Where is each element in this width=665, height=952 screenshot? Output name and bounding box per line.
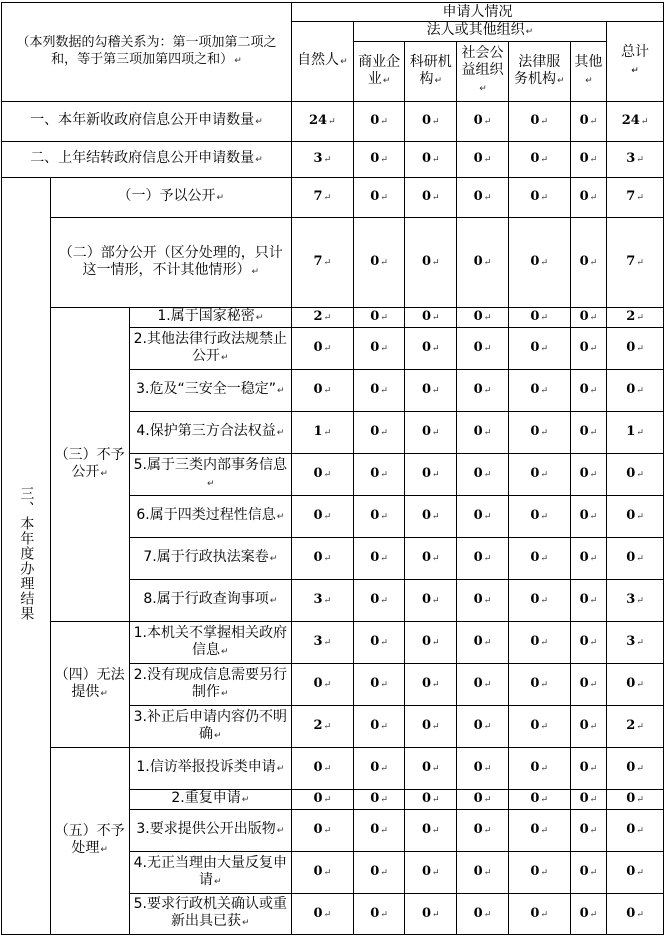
value-cell-natural-person: 3 ↵ bbox=[291, 580, 353, 622]
value-cell-legal-service: 0 ↵ bbox=[508, 454, 570, 496]
value-cell-total: 24 ↵ bbox=[607, 102, 664, 142]
value-cell-legal-service: 0 ↵ bbox=[508, 308, 570, 328]
business-enterprise-header: 商业企业 ↵ bbox=[353, 42, 405, 102]
value-cell-public-welfare: 0 ↵ bbox=[457, 580, 509, 622]
value-cell-legal-service: 0 ↵ bbox=[508, 370, 570, 412]
value-cell-other: 0 ↵ bbox=[570, 412, 606, 454]
value-cell-public-welfare: 0 ↵ bbox=[457, 664, 509, 706]
value-cell-other: 0 ↵ bbox=[570, 810, 606, 852]
item-label: 2.其他法律行政法规禁止公开 ↵ bbox=[129, 328, 291, 370]
value-cell-natural-person: 0 ↵ bbox=[291, 790, 353, 810]
value-cell-natural-person: 7 ↵ bbox=[291, 178, 353, 218]
value-cell-other: 0 ↵ bbox=[570, 370, 606, 412]
value-cell-business: 0 ↵ bbox=[353, 412, 405, 454]
value-cell-natural-person: 1 ↵ bbox=[291, 412, 353, 454]
value-cell-public-welfare: 0 ↵ bbox=[457, 706, 509, 748]
value-cell-research: 0 ↵ bbox=[405, 328, 457, 370]
item-label: 1.本机关不掌握相关政府信息 ↵ bbox=[129, 622, 291, 664]
value-cell-total: 0 ↵ bbox=[607, 538, 664, 580]
value-cell-other: 0 ↵ bbox=[570, 580, 606, 622]
value-cell-legal-service: 0 ↵ bbox=[508, 894, 570, 935]
other-org-header: 其他 ↵ bbox=[570, 42, 606, 102]
value-cell-research: 0 ↵ bbox=[405, 810, 457, 852]
table-row bbox=[2, 142, 664, 178]
item-label: 4.无正当理由大量反复申请 ↵ bbox=[129, 852, 291, 894]
value-cell-business: 0 ↵ bbox=[353, 142, 405, 178]
value-cell-natural-person: 0 ↵ bbox=[291, 328, 353, 370]
value-cell-natural-person: 0 ↵ bbox=[291, 894, 353, 935]
value-cell-other: 0 ↵ bbox=[570, 142, 606, 178]
value-cell-legal-service: 0 ↵ bbox=[508, 178, 570, 218]
value-cell-total: 2 ↵ bbox=[607, 308, 664, 328]
value-cell-legal-service: 0 ↵ bbox=[508, 580, 570, 622]
value-cell-research: 0 ↵ bbox=[405, 454, 457, 496]
disclosed-label: （一）予以公开 ↵ bbox=[50, 178, 291, 218]
value-cell-public-welfare: 0 ↵ bbox=[457, 790, 509, 810]
value-cell-natural-person: 0 ↵ bbox=[291, 664, 353, 706]
value-cell-legal-service: 0 ↵ bbox=[508, 852, 570, 894]
annual-result-label: 三、本年度办理结果 bbox=[2, 178, 51, 935]
value-cell-business: 0 ↵ bbox=[353, 538, 405, 580]
value-cell-total: 0 ↵ bbox=[607, 496, 664, 538]
value-cell-research: 0 ↵ bbox=[405, 706, 457, 748]
value-cell-total: 0 ↵ bbox=[607, 328, 664, 370]
relationship-note: （本列数据的勾稽关系为：第一项加第二项之和，等于第三项加第四项之和） ↵ bbox=[2, 3, 292, 102]
value-cell-legal-service: 0 ↵ bbox=[508, 810, 570, 852]
table-row bbox=[2, 308, 664, 328]
carried-over-label: 二、上年结转政府信息公开申请数量 ↵ bbox=[2, 142, 292, 178]
value-cell-other: 0 ↵ bbox=[570, 852, 606, 894]
value-cell-public-welfare: 0 ↵ bbox=[457, 412, 509, 454]
value-cell-natural-person: 2 ↵ bbox=[291, 308, 353, 328]
value-cell-other: 0 ↵ bbox=[570, 178, 606, 218]
value-cell-legal-service: 0 ↵ bbox=[508, 664, 570, 706]
value-cell-total: 0 ↵ bbox=[607, 852, 664, 894]
value-cell-business: 0 ↵ bbox=[353, 706, 405, 748]
value-cell-public-welfare: 0 ↵ bbox=[457, 538, 509, 580]
item-label: 1.属于国家秘密 ↵ bbox=[129, 308, 291, 328]
table-row bbox=[2, 622, 664, 664]
value-cell-business: 0 ↵ bbox=[353, 218, 405, 308]
value-cell-other: 0 ↵ bbox=[570, 328, 606, 370]
value-cell-other: 0 ↵ bbox=[570, 748, 606, 790]
value-cell-public-welfare: 0 ↵ bbox=[457, 102, 509, 142]
total-header: 总计 ↵ bbox=[607, 22, 664, 102]
value-cell-total: 3 ↵ bbox=[607, 142, 664, 178]
value-cell-natural-person: 0 ↵ bbox=[291, 538, 353, 580]
value-cell-natural-person: 0 ↵ bbox=[291, 852, 353, 894]
value-cell-other: 0 ↵ bbox=[570, 706, 606, 748]
item-label: 7.属于行政执法案卷 ↵ bbox=[129, 538, 291, 580]
value-cell-total: 1 ↵ bbox=[607, 412, 664, 454]
value-cell-legal-service: 0 ↵ bbox=[508, 790, 570, 810]
table-row bbox=[2, 178, 664, 218]
value-cell-public-welfare: 0 ↵ bbox=[457, 852, 509, 894]
value-cell-research: 0 ↵ bbox=[405, 622, 457, 664]
table-row bbox=[2, 748, 664, 790]
value-cell-other: 0 ↵ bbox=[570, 790, 606, 810]
value-cell-total: 0 ↵ bbox=[607, 664, 664, 706]
value-cell-business: 0 ↵ bbox=[353, 790, 405, 810]
value-cell-research: 0 ↵ bbox=[405, 308, 457, 328]
value-cell-total: 0 ↵ bbox=[607, 748, 664, 790]
partially-disclosed-label: （二）部分公开（区分处理的，只计这一情形，不计其他情形） ↵ bbox=[50, 218, 291, 308]
item-label: 5.要求行政机关确认或重新出具已获 ↵ bbox=[129, 894, 291, 935]
value-cell-other: 0 ↵ bbox=[570, 664, 606, 706]
not-processed-label: （五）不予处理 ↵ bbox=[50, 748, 129, 935]
legal-group-header: 法人或其他组织 ↵ bbox=[353, 22, 606, 42]
value-cell-business: 0 ↵ bbox=[353, 308, 405, 328]
value-cell-public-welfare: 0 ↵ bbox=[457, 178, 509, 218]
value-cell-other: 0 ↵ bbox=[570, 102, 606, 142]
value-cell-public-welfare: 0 ↵ bbox=[457, 454, 509, 496]
value-cell-research: 0 ↵ bbox=[405, 664, 457, 706]
value-cell-legal-service: 0 ↵ bbox=[508, 102, 570, 142]
value-cell-natural-person: 0 ↵ bbox=[291, 370, 353, 412]
value-cell-business: 0 ↵ bbox=[353, 852, 405, 894]
value-cell-research: 0 ↵ bbox=[405, 894, 457, 935]
item-label: 3.要求提供公开出版物 ↵ bbox=[129, 810, 291, 852]
value-cell-natural-person: 3 ↵ bbox=[291, 142, 353, 178]
value-cell-business: 0 ↵ bbox=[353, 810, 405, 852]
value-cell-legal-service: 0 ↵ bbox=[508, 496, 570, 538]
value-cell-other: 0 ↵ bbox=[570, 308, 606, 328]
value-cell-research: 0 ↵ bbox=[405, 790, 457, 810]
value-cell-business: 0 ↵ bbox=[353, 454, 405, 496]
item-label: 2.重复申请 ↵ bbox=[129, 790, 291, 810]
value-cell-total: 2 ↵ bbox=[607, 706, 664, 748]
value-cell-public-welfare: 0 ↵ bbox=[457, 328, 509, 370]
value-cell-natural-person: 0 ↵ bbox=[291, 496, 353, 538]
not-disclosed-label: （三）不予公开 ↵ bbox=[50, 308, 129, 622]
value-cell-legal-service: 0 ↵ bbox=[508, 218, 570, 308]
value-cell-public-welfare: 0 ↵ bbox=[457, 622, 509, 664]
item-label: 1.信访举报投诉类申请 ↵ bbox=[129, 748, 291, 790]
applicant-header: 申请人情况 bbox=[291, 3, 663, 22]
value-cell-research: 0 ↵ bbox=[405, 748, 457, 790]
value-cell-public-welfare: 0 ↵ bbox=[457, 370, 509, 412]
value-cell-legal-service: 0 ↵ bbox=[508, 142, 570, 178]
value-cell-research: 0 ↵ bbox=[405, 538, 457, 580]
value-cell-legal-service: 0 ↵ bbox=[508, 706, 570, 748]
value-cell-business: 0 ↵ bbox=[353, 894, 405, 935]
value-cell-other: 0 ↵ bbox=[570, 894, 606, 935]
value-cell-public-welfare: 0 ↵ bbox=[457, 218, 509, 308]
value-cell-public-welfare: 0 ↵ bbox=[457, 810, 509, 852]
public-welfare-org-header: 社会公益组织 ↵ bbox=[457, 42, 509, 102]
value-cell-legal-service: 0 ↵ bbox=[508, 412, 570, 454]
value-cell-business: 0 ↵ bbox=[353, 328, 405, 370]
value-cell-natural-person: 0 ↵ bbox=[291, 810, 353, 852]
value-cell-public-welfare: 0 ↵ bbox=[457, 496, 509, 538]
value-cell-business: 0 ↵ bbox=[353, 580, 405, 622]
value-cell-business: 0 ↵ bbox=[353, 496, 405, 538]
item-label: 2.没有现成信息需要另行制作 ↵ bbox=[129, 664, 291, 706]
value-cell-business: 0 ↵ bbox=[353, 102, 405, 142]
unable-to-provide-label: （四）无法提供 ↵ bbox=[50, 622, 129, 748]
value-cell-total: 0 ↵ bbox=[607, 810, 664, 852]
value-cell-total: 0 ↵ bbox=[607, 790, 664, 810]
value-cell-business: 0 ↵ bbox=[353, 370, 405, 412]
value-cell-research: 0 ↵ bbox=[405, 102, 457, 142]
value-cell-public-welfare: 0 ↵ bbox=[457, 748, 509, 790]
value-cell-public-welfare: 0 ↵ bbox=[457, 142, 509, 178]
value-cell-total: 0 ↵ bbox=[607, 894, 664, 935]
legal-service-org-header: 法律服务机构 ↵ bbox=[508, 42, 570, 102]
item-label: 3.危及“三安全一稳定” ↵ bbox=[129, 370, 291, 412]
value-cell-research: 0 ↵ bbox=[405, 412, 457, 454]
item-label: 4.保护第三方合法权益 ↵ bbox=[129, 412, 291, 454]
value-cell-natural-person: 7 ↵ bbox=[291, 218, 353, 308]
value-cell-business: 0 ↵ bbox=[353, 748, 405, 790]
value-cell-total: 7 ↵ bbox=[607, 178, 664, 218]
value-cell-legal-service: 0 ↵ bbox=[508, 538, 570, 580]
value-cell-total: 7 ↵ bbox=[607, 218, 664, 308]
value-cell-natural-person: 24 ↵ bbox=[291, 102, 353, 142]
table-row bbox=[2, 218, 664, 308]
value-cell-business: 0 ↵ bbox=[353, 622, 405, 664]
value-cell-research: 0 ↵ bbox=[405, 580, 457, 622]
value-cell-research: 0 ↵ bbox=[405, 142, 457, 178]
value-cell-research: 0 ↵ bbox=[405, 370, 457, 412]
item-label: 3.补正后申请内容仍不明确 ↵ bbox=[129, 706, 291, 748]
value-cell-other: 0 ↵ bbox=[570, 622, 606, 664]
item-label: 8.属于行政查询事项 ↵ bbox=[129, 580, 291, 622]
item-label: 6.属于四类过程性信息 ↵ bbox=[129, 496, 291, 538]
value-cell-other: 0 ↵ bbox=[570, 218, 606, 308]
new-applications-label: 一、本年新收政府信息公开申请数量 ↵ bbox=[2, 102, 292, 142]
value-cell-research: 0 ↵ bbox=[405, 218, 457, 308]
value-cell-legal-service: 0 ↵ bbox=[508, 622, 570, 664]
value-cell-natural-person: 0 ↵ bbox=[291, 748, 353, 790]
value-cell-research: 0 ↵ bbox=[405, 852, 457, 894]
natural-person-header: 自然人 ↵ bbox=[291, 22, 353, 102]
value-cell-business: 0 ↵ bbox=[353, 664, 405, 706]
value-cell-research: 0 ↵ bbox=[405, 178, 457, 218]
value-cell-other: 0 ↵ bbox=[570, 538, 606, 580]
value-cell-total: 3 ↵ bbox=[607, 580, 664, 622]
value-cell-total: 0 ↵ bbox=[607, 454, 664, 496]
research-institute-header: 科研机构 ↵ bbox=[405, 42, 457, 102]
table-row bbox=[2, 102, 664, 142]
value-cell-public-welfare: 0 ↵ bbox=[457, 894, 509, 935]
value-cell-public-welfare: 0 ↵ bbox=[457, 308, 509, 328]
value-cell-total: 0 ↵ bbox=[607, 370, 664, 412]
value-cell-business: 0 ↵ bbox=[353, 178, 405, 218]
value-cell-total: 3 ↵ bbox=[607, 622, 664, 664]
value-cell-other: 0 ↵ bbox=[570, 454, 606, 496]
value-cell-natural-person: 3 ↵ bbox=[291, 622, 353, 664]
value-cell-research: 0 ↵ bbox=[405, 496, 457, 538]
value-cell-legal-service: 0 ↵ bbox=[508, 328, 570, 370]
item-label: 5.属于三类内部事务信息 ↵ bbox=[129, 454, 291, 496]
value-cell-natural-person: 0 ↵ bbox=[291, 454, 353, 496]
value-cell-other: 0 ↵ bbox=[570, 496, 606, 538]
government-info-disclosure-table bbox=[1, 2, 664, 935]
value-cell-natural-person: 2 ↵ bbox=[291, 706, 353, 748]
value-cell-legal-service: 0 ↵ bbox=[508, 748, 570, 790]
